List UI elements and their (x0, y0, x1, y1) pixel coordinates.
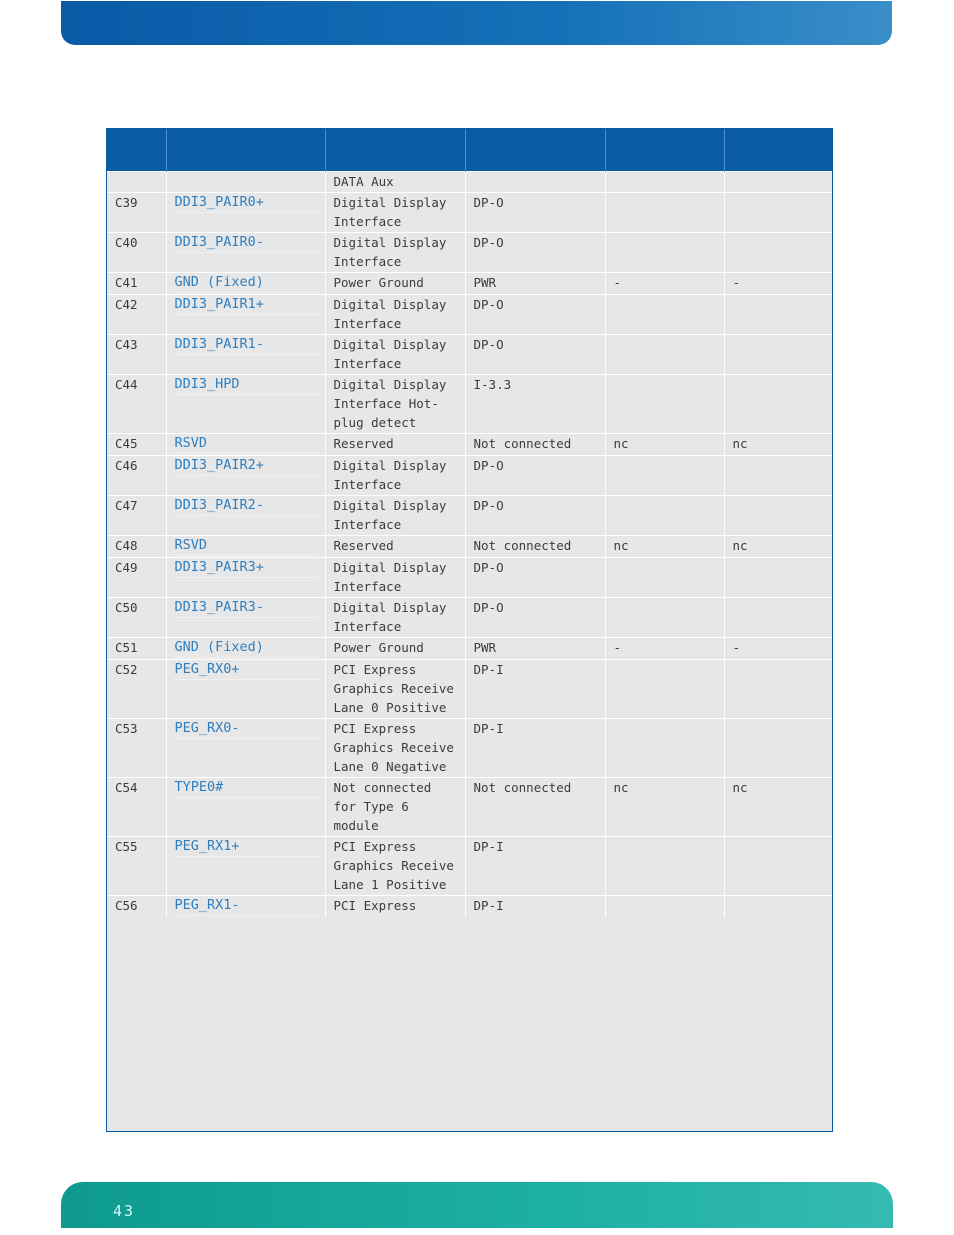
description-cell: Digital Display Interface Hot-plug detect (325, 375, 465, 434)
table-row (107, 233, 832, 273)
description-cell: Digital Display Interface (325, 456, 465, 496)
type-cell: DP-O (465, 496, 605, 536)
description-cell: Reserved (325, 536, 465, 558)
signal-cell (166, 295, 325, 335)
type-cell: DP-I (465, 837, 605, 896)
signal-link[interactable]: TYPE0# (175, 778, 319, 798)
header-cell (724, 129, 832, 172)
description-cell: Power Ground (325, 273, 465, 295)
type-cell: PWR (465, 638, 605, 660)
pin-cell: C46 (107, 456, 166, 496)
signal-link[interactable]: PEG_RX0+ (175, 660, 319, 680)
type-cell: DP-O (465, 295, 605, 335)
footer-banner (61, 1182, 893, 1228)
pin-cell: C43 (107, 335, 166, 375)
pinout-table (106, 128, 833, 1132)
signal-cell (166, 172, 325, 193)
signal-cell (166, 536, 325, 558)
col6-cell (724, 193, 832, 233)
col5-cell (605, 496, 724, 536)
description-cell: Digital Display Interface (325, 295, 465, 335)
signal-link[interactable]: DDI3_PAIR2- (175, 496, 319, 516)
signal-link[interactable]: PEG_RX0- (175, 719, 319, 739)
col5-cell: nc (605, 434, 724, 456)
col5-cell (605, 172, 724, 193)
description-cell: PCI Express Graphics Receive Lane 1 Positive (325, 837, 465, 896)
type-cell (465, 172, 605, 193)
signal-link[interactable]: DDI3_PAIR3+ (175, 558, 319, 578)
description-cell: PCI Express Graphics Receive Lane 0 Positive (325, 660, 465, 719)
col6-cell: nc (724, 536, 832, 558)
pin-cell: C45 (107, 434, 166, 456)
signal-link[interactable]: PEG_RX1+ (175, 837, 319, 857)
signal-cell (166, 558, 325, 598)
signal-link[interactable]: DDI3_PAIR1- (175, 335, 319, 355)
table-row (107, 558, 832, 598)
signal-cell (166, 598, 325, 638)
table-row (107, 660, 832, 719)
col6-cell (724, 335, 832, 375)
description-cell: Digital Display Interface (325, 598, 465, 638)
table-header (107, 129, 832, 172)
col5-cell (605, 375, 724, 434)
type-cell: DP-O (465, 558, 605, 598)
col6-cell (724, 172, 832, 193)
header-cell (107, 129, 166, 172)
header-cell (605, 129, 724, 172)
col5-cell (605, 335, 724, 375)
table-row (107, 273, 832, 295)
type-cell: DP-O (465, 193, 605, 233)
table-row (107, 896, 832, 918)
pin-cell: C52 (107, 660, 166, 719)
col6-cell (724, 837, 832, 896)
col6-cell: nc (724, 778, 832, 837)
col6-cell (724, 598, 832, 638)
pin-cell: C44 (107, 375, 166, 434)
description-cell: Digital Display Interface (325, 558, 465, 598)
description-cell: Digital Display Interface (325, 233, 465, 273)
signal-cell (166, 375, 325, 434)
description-cell: Digital Display Interface (325, 335, 465, 375)
signal-link[interactable]: GND (Fixed) (175, 638, 319, 658)
table-row (107, 496, 832, 536)
table-row (107, 837, 832, 896)
col5-cell (605, 295, 724, 335)
col6-cell (724, 456, 832, 496)
description-cell: Reserved (325, 434, 465, 456)
pin-cell: C50 (107, 598, 166, 638)
signal-link[interactable]: RSVD (175, 536, 319, 556)
type-cell: DP-I (465, 660, 605, 719)
header-cell (166, 129, 325, 172)
signal-cell (166, 335, 325, 375)
table-row (107, 638, 832, 660)
table-row (107, 598, 832, 638)
type-cell: DP-I (465, 719, 605, 778)
description-cell: Digital Display Interface (325, 193, 465, 233)
signal-link[interactable]: RSVD (175, 434, 319, 454)
col5-cell: nc (605, 536, 724, 558)
col6-cell (724, 375, 832, 434)
signal-cell (166, 496, 325, 536)
signal-cell (166, 193, 325, 233)
table-row-continuation (107, 172, 832, 193)
col5-cell (605, 233, 724, 273)
signal-cell (166, 896, 325, 918)
col5-cell (605, 598, 724, 638)
table-body (107, 172, 832, 918)
type-cell: DP-O (465, 233, 605, 273)
signal-link[interactable]: DDI3_PAIR0+ (175, 193, 319, 213)
top-banner (61, 1, 892, 45)
col5-cell: - (605, 638, 724, 660)
pin-cell: C53 (107, 719, 166, 778)
type-cell: DP-I (465, 896, 605, 918)
col6-cell (724, 233, 832, 273)
col5-cell: nc (605, 778, 724, 837)
signal-cell (166, 778, 325, 837)
type-cell: Not connected (465, 536, 605, 558)
col6-cell: nc (724, 434, 832, 456)
page-number: 43 (113, 1202, 136, 1220)
type-cell: DP-O (465, 456, 605, 496)
pin-cell: C39 (107, 193, 166, 233)
signal-cell (166, 273, 325, 295)
table-row (107, 719, 832, 778)
signal-link[interactable]: DDI3_PAIR0- (175, 233, 319, 253)
signal-cell (166, 660, 325, 719)
description-cell: PCI Express (325, 896, 465, 918)
header-cell (325, 129, 465, 172)
table-row (107, 434, 832, 456)
table-row (107, 295, 832, 335)
col6-cell (724, 660, 832, 719)
col6-cell: - (724, 638, 832, 660)
description-cell: DATA Aux (325, 172, 465, 193)
type-cell: DP-O (465, 335, 605, 375)
pin-cell: C42 (107, 295, 166, 335)
description-cell: Power Ground (325, 638, 465, 660)
pin-cell (107, 172, 166, 193)
table-row (107, 375, 832, 434)
col6-cell (724, 719, 832, 778)
pin-cell: C47 (107, 496, 166, 536)
type-cell: I-3.3 (465, 375, 605, 434)
signal-link[interactable]: DDI3_PAIR3- (175, 598, 319, 618)
pin-cell: C49 (107, 558, 166, 598)
pin-cell: C41 (107, 273, 166, 295)
signal-cell (166, 837, 325, 896)
signal-cell (166, 456, 325, 496)
signal-cell (166, 434, 325, 456)
col5-cell (605, 193, 724, 233)
col6-cell (724, 558, 832, 598)
signal-link[interactable]: DDI3_PAIR2+ (175, 456, 319, 476)
pin-cell: C55 (107, 837, 166, 896)
signal-link[interactable]: PEG_RX1- (175, 896, 319, 916)
col6-cell: - (724, 273, 832, 295)
pin-cell: C54 (107, 778, 166, 837)
type-cell: PWR (465, 273, 605, 295)
table-row (107, 335, 832, 375)
pin-cell: C48 (107, 536, 166, 558)
signal-link[interactable]: GND (Fixed) (175, 273, 319, 293)
col5-cell (605, 660, 724, 719)
col5-cell (605, 896, 724, 918)
table-row (107, 456, 832, 496)
type-cell: Not connected (465, 434, 605, 456)
col5-cell (605, 456, 724, 496)
col5-cell: - (605, 273, 724, 295)
col6-cell (724, 896, 832, 918)
header-cell (465, 129, 605, 172)
signal-cell (166, 719, 325, 778)
pin-cell: C51 (107, 638, 166, 660)
type-cell: DP-O (465, 598, 605, 638)
description-cell: PCI Express Graphics Receive Lane 0 Negative (325, 719, 465, 778)
pin-cell: C40 (107, 233, 166, 273)
signal-cell (166, 233, 325, 273)
col6-cell (724, 295, 832, 335)
col5-cell (605, 558, 724, 598)
table-row (107, 778, 832, 837)
type-cell: Not connected (465, 778, 605, 837)
signal-cell (166, 638, 325, 660)
table-row (107, 536, 832, 558)
col5-cell (605, 837, 724, 896)
description-cell: Digital Display Interface (325, 496, 465, 536)
col6-cell (724, 496, 832, 536)
signal-link[interactable]: DDI3_HPD (175, 375, 319, 395)
col5-cell (605, 719, 724, 778)
pin-cell: C56 (107, 896, 166, 918)
signal-link[interactable]: DDI3_PAIR1+ (175, 295, 319, 315)
table-row (107, 193, 832, 233)
description-cell: Not connected for Type 6 module (325, 778, 465, 837)
